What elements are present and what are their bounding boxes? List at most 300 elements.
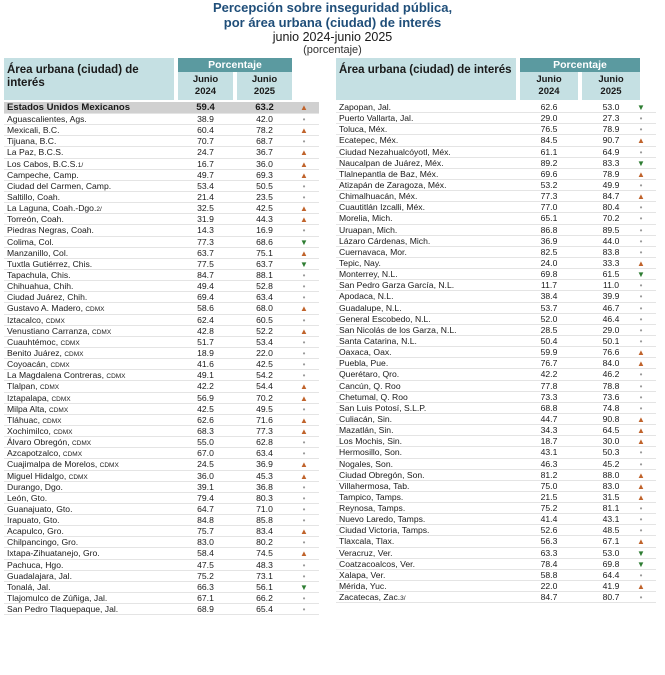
triangle-down-icon: ▼ (637, 158, 645, 168)
row-name (339, 124, 387, 135)
value-2024: 36.9 (540, 235, 558, 246)
city-name: Irapuato, Gto. (7, 515, 60, 526)
city-name: Xochimilco, (7, 425, 54, 436)
city-name: Pachuca, Hgo. (7, 559, 64, 570)
city-name: Querétaro, Qro. (339, 369, 400, 380)
city-name: Ecatepec, Méx. (339, 135, 399, 146)
value-2024: 39.1 (197, 481, 214, 492)
row-name (7, 270, 71, 281)
value-2024: 62.6 (540, 102, 558, 112)
value-2025: 68.7 (256, 136, 273, 147)
value-2025: 85.8 (256, 515, 273, 526)
year-label: 2024 (194, 86, 217, 97)
value-2025: 36.0 (256, 158, 273, 169)
city-name: Veracruz, Ver. (339, 547, 393, 558)
table-row (336, 592, 656, 603)
area-column-header: Área urbana (ciudad) de interés (4, 58, 174, 100)
row-name (339, 314, 431, 325)
dot-icon: • (302, 226, 306, 236)
triangle-up-icon: ▲ (637, 348, 645, 358)
city-name: Campeche, Camp. (7, 169, 79, 180)
city-name: San Pedro Garza García, N.L. (339, 280, 455, 291)
value-2024: 52.0 (540, 313, 558, 324)
triangle-up-icon: ▲ (637, 492, 645, 502)
row-name (7, 515, 60, 526)
city-name: Benito Juárez, (7, 347, 65, 358)
percent-column-header: Porcentaje (178, 58, 292, 72)
table-row (4, 393, 319, 404)
dot-icon: • (639, 225, 643, 235)
report-period: junio 2024-junio 2025 (272, 30, 393, 44)
row-name (339, 113, 413, 124)
table-row (4, 259, 319, 270)
report-title-line2: por área urbana (ciudad) de interés (223, 15, 442, 30)
table-row (336, 213, 656, 224)
value-2024: 81.2 (540, 469, 558, 480)
table-row (4, 147, 319, 158)
row-name (339, 447, 402, 458)
value-2025: 80.3 (256, 492, 273, 503)
row-name (7, 114, 87, 125)
value-2025: 74.5 (256, 548, 273, 559)
city-name: Piedras Negras, Coah. (7, 225, 94, 236)
city-name: Puebla, Pue. (339, 358, 389, 369)
dot-icon: • (639, 504, 643, 514)
table-row (336, 536, 656, 547)
city-name: Los Cabos, B.C.S. (7, 158, 78, 169)
value-2024: 62.4 (197, 314, 214, 325)
city-name: Aguascalientes, Ags. (7, 114, 87, 124)
value-2024: 75.7 (197, 526, 214, 537)
value-2024: 63.7 (197, 247, 214, 258)
city-name: Nuevo Laredo, Tamps. (339, 514, 426, 525)
dot-icon: • (302, 493, 306, 503)
row-name (339, 492, 403, 503)
value-2025: 33.3 (602, 257, 620, 268)
year-2024-header (520, 72, 578, 100)
month-label: Junio (251, 74, 278, 85)
row-name (339, 369, 399, 380)
value-2024: 36.0 (197, 470, 214, 481)
report-title-line1: Percepción sobre inseguridad pública, (212, 0, 453, 15)
dot-icon: • (302, 192, 306, 202)
value-2024: 44.7 (540, 413, 558, 424)
row-name (7, 248, 68, 259)
value-2024: 43.1 (540, 447, 558, 458)
row-name (339, 503, 405, 514)
value-2024: 42.2 (197, 381, 214, 392)
value-2025: 67.1 (602, 536, 620, 547)
value-2025: 78.2 (256, 125, 273, 136)
dot-icon: • (302, 181, 306, 191)
value-2025: 53.4 (256, 336, 273, 347)
value-2025: 90.7 (602, 135, 620, 146)
triangle-up-icon: ▲ (637, 359, 645, 369)
city-name: Apodaca, N.L. (339, 291, 394, 302)
table-row (4, 526, 319, 537)
value-2025: 70.2 (256, 392, 273, 403)
value-2024: 78.4 (540, 558, 558, 569)
city-name: Naucalpan de Juárez, Méx. (339, 157, 444, 168)
value-2025: 48.3 (256, 559, 273, 570)
table-row (4, 548, 319, 559)
value-2025: 68.6 (256, 236, 273, 247)
value-2025: 50.3 (602, 447, 620, 458)
value-2024: 16.7 (197, 158, 214, 169)
row-name (7, 548, 100, 559)
value-2025: 36.9 (256, 459, 273, 470)
table-row (4, 493, 319, 504)
value-2025: 30.0 (602, 436, 620, 447)
value-2024: 83.0 (197, 537, 214, 548)
city-name: Villahermosa, Tab. (339, 480, 410, 491)
value-2024: 82.5 (540, 246, 558, 257)
value-2024: 53.2 (540, 179, 558, 190)
city-name: Ciudad Nezahualcóyotl, Méx. (339, 146, 451, 157)
value-2024: 69.4 (197, 292, 214, 303)
triangle-up-icon: ▲ (300, 126, 308, 136)
value-2025: 45.3 (256, 470, 273, 481)
triangle-up-icon: ▲ (300, 460, 308, 470)
row-name (339, 514, 425, 525)
city-suffix: 3/ (400, 595, 406, 603)
value-2025: 71.6 (256, 414, 273, 425)
triangle-up-icon: ▲ (300, 382, 308, 392)
row-name (339, 414, 392, 425)
value-2025: 83.3 (602, 157, 620, 168)
value-2024: 24.5 (197, 459, 214, 470)
value-2025: 54.4 (256, 381, 273, 392)
triangle-up-icon: ▲ (637, 470, 645, 480)
dot-icon: • (639, 247, 643, 257)
value-2025: 71.0 (256, 503, 273, 514)
city-name: Morelia, Mich. (339, 213, 393, 224)
table-row (336, 336, 656, 347)
value-2024: 77.8 (540, 380, 558, 391)
table-row (4, 225, 319, 236)
dot-icon: • (639, 448, 643, 458)
city-name: San Pedro Tlaquepaque, Jal. (7, 604, 119, 615)
value-2025: 66.2 (256, 593, 273, 604)
value-2025: 52.8 (256, 281, 273, 292)
value-2024: 46.3 (540, 458, 558, 469)
city-suffix: CDMX (45, 317, 65, 325)
value-2024: 89.2 (540, 157, 558, 168)
value-2025: 31.5 (602, 491, 620, 502)
row-name (339, 459, 393, 470)
dot-icon: • (302, 360, 306, 370)
city-name: Nogales, Son. (339, 458, 393, 469)
row-name (339, 303, 402, 314)
triangle-up-icon: ▲ (637, 582, 645, 592)
city-name: Coyoacán, (7, 359, 51, 370)
triangle-up-icon: ▲ (637, 169, 645, 179)
value-2025: 78.8 (602, 380, 620, 391)
city-name: La Magdalena Contreras, (7, 370, 107, 381)
row-name (339, 336, 417, 347)
table-row (4, 504, 319, 515)
city-suffix: 1/ (77, 161, 84, 169)
value-2025: 53.0 (602, 102, 620, 112)
value-2025: 74.8 (602, 402, 620, 413)
value-2024: 51.7 (197, 336, 214, 347)
table-row (4, 114, 319, 125)
table-row (4, 560, 319, 571)
dot-icon: • (639, 114, 643, 124)
value-2024: 75.0 (540, 480, 558, 491)
value-2024: 66.3 (197, 581, 214, 592)
value-2025: 80.2 (256, 537, 273, 548)
table-row (336, 314, 656, 325)
value-2025: 62.8 (256, 437, 273, 448)
table-row (4, 571, 319, 582)
value-2025: 42.0 (256, 114, 273, 124)
dot-icon: • (639, 125, 643, 135)
table-row (4, 170, 319, 181)
dot-icon: • (639, 147, 643, 157)
table-row (336, 436, 656, 447)
row-name (339, 548, 393, 559)
table-row (336, 169, 656, 180)
city-name: Reynosa, Tamps. (339, 503, 406, 514)
value-2024: 69.6 (540, 168, 558, 179)
row-name (339, 470, 425, 481)
value-2025: 63.7 (256, 258, 273, 269)
value-2024: 84.7 (540, 592, 558, 603)
value-2025: 69.8 (602, 558, 620, 569)
dot-icon: • (639, 381, 643, 391)
city-name: Mexicali, B.C. (7, 125, 60, 136)
city-name: Gustavo A. Madero, (7, 303, 86, 314)
city-name: Durango, Dgo. (7, 481, 63, 492)
value-2024: 75.2 (540, 503, 558, 514)
value-2025: 90.8 (602, 413, 620, 424)
row-name (339, 102, 391, 113)
triangle-up-icon: ▲ (637, 136, 645, 146)
value-2024: 77.0 (540, 202, 558, 213)
dot-icon: • (639, 281, 643, 291)
value-2024: 68.9 (197, 604, 214, 615)
triangle-up-icon: ▲ (300, 159, 308, 169)
dot-icon: • (639, 214, 643, 224)
value-2024: 86.8 (540, 224, 558, 235)
city-name: Cuauhtémoc, (7, 336, 61, 347)
value-2024: 59.4 (196, 102, 215, 113)
city-name: Ciudad Obregón, Son. (339, 469, 425, 480)
dot-icon: • (302, 282, 306, 292)
row-name (7, 571, 72, 582)
value-2025: 73.6 (602, 391, 620, 402)
value-2024: 41.4 (540, 514, 558, 525)
table-row (4, 404, 319, 415)
value-2025: 64.4 (602, 569, 620, 580)
value-2024: 29.0 (540, 113, 558, 124)
value-2025: 54.2 (256, 370, 273, 381)
city-name: General Escobedo, N.L. (339, 313, 431, 324)
value-2024: 55.0 (197, 437, 214, 448)
table-row (336, 525, 656, 536)
value-2024: 28.5 (540, 324, 558, 335)
triangle-up-icon: ▲ (637, 437, 645, 447)
value-2024: 42.2 (540, 369, 558, 380)
dot-icon: • (302, 605, 306, 615)
value-2025: 52.2 (256, 325, 273, 336)
city-name: Cuajimalpa de Morelos, (7, 459, 100, 470)
table-row (4, 348, 319, 359)
table-row (4, 415, 319, 426)
row-name (339, 258, 381, 269)
value-2024: 79.4 (197, 492, 214, 503)
value-2025: 75.1 (256, 247, 273, 258)
value-2025: 81.1 (602, 503, 620, 514)
row-name (7, 259, 92, 270)
year-2025-header (582, 72, 640, 100)
value-2024: 73.3 (540, 391, 558, 402)
triangle-up-icon: ▲ (300, 103, 308, 112)
value-2025: 77.3 (256, 425, 273, 436)
right-table (336, 58, 656, 603)
table-row (4, 537, 319, 548)
row-name (339, 169, 438, 180)
value-2024: 38.4 (540, 291, 558, 302)
value-2025: 22.0 (256, 347, 273, 358)
dot-icon: • (302, 371, 306, 381)
row-name (339, 291, 393, 302)
table-row (4, 270, 319, 281)
row-name (339, 425, 393, 436)
value-2025: 16.9 (256, 225, 273, 236)
dot-icon: • (639, 459, 643, 469)
city-name: La Paz, B.C.S. (7, 147, 64, 158)
city-name: Tampico, Tamps. (339, 491, 404, 502)
dot-icon: • (302, 315, 306, 325)
dot-icon: • (639, 515, 643, 525)
city-name: Chilpancingo, Gro. (7, 537, 79, 548)
city-name: San Luis Potosí, S.L.P. (339, 402, 427, 413)
dot-icon: • (302, 516, 306, 526)
value-2025: 63.2 (255, 102, 274, 113)
right-table-body (336, 102, 656, 603)
triangle-up-icon: ▲ (637, 481, 645, 491)
table-row (336, 113, 656, 124)
value-2024: 11.7 (540, 280, 558, 291)
row-name (339, 202, 425, 213)
row-name (7, 136, 56, 147)
city-name: Santa Catarina, N.L. (339, 335, 417, 346)
row-name (339, 180, 446, 191)
value-2024: 32.5 (197, 203, 214, 214)
city-name: Tlalnepantla de Baz, Méx. (339, 168, 439, 179)
row-name (339, 581, 387, 592)
dot-icon: • (302, 560, 306, 570)
row-name (7, 526, 64, 537)
value-2025: 41.9 (602, 581, 620, 592)
row-name (7, 125, 60, 136)
value-2025: 46.7 (602, 302, 620, 313)
row-name (7, 537, 78, 548)
city-name: Lázaro Cárdenas, Mich. (339, 235, 431, 246)
table-row (336, 225, 656, 236)
dot-icon: • (639, 236, 643, 246)
row-name (7, 604, 118, 615)
value-2025: 80.4 (602, 202, 620, 213)
city-suffix: CDMX (99, 462, 119, 470)
table-row (336, 425, 656, 436)
row-name (339, 570, 385, 581)
triangle-down-icon: ▼ (300, 582, 308, 592)
table-row (4, 370, 319, 381)
city-name: Torreón, Coah. (7, 214, 64, 225)
triangle-up-icon: ▲ (300, 170, 308, 180)
row-name (339, 191, 417, 202)
city-suffix: CDMX (42, 417, 62, 425)
city-suffix: CDMX (106, 373, 126, 381)
dot-icon: • (302, 571, 306, 581)
row-name (339, 358, 388, 369)
value-2025: 60.5 (256, 314, 273, 325)
city-name: Tepic, Nay. (339, 257, 381, 268)
city-suffix: CDMX (53, 428, 73, 436)
row-name (7, 237, 54, 248)
report-header (0, 0, 665, 57)
value-2025: 50.5 (256, 180, 273, 191)
city-name: Oaxaca, Oax. (339, 347, 392, 358)
city-name: Iztacalco, (7, 314, 46, 325)
table-row (4, 604, 319, 615)
city-name: Tláhuac, (7, 414, 43, 425)
row-name (7, 181, 111, 192)
city-name: Milpa Alta, (7, 403, 50, 414)
city-name: Chihuahua, Chih. (7, 281, 74, 292)
city-suffix: 2/ (96, 206, 102, 214)
table-row (4, 237, 319, 248)
value-2025: 63.4 (256, 448, 273, 459)
city-name: Uruapan, Mich. (339, 224, 398, 235)
value-2025: 83.8 (602, 246, 620, 257)
table-row (336, 102, 656, 113)
table-row (4, 281, 319, 292)
city-name: Acapulco, Gro. (7, 526, 64, 537)
table-row (4, 214, 319, 225)
row-name (339, 225, 397, 236)
triangle-up-icon: ▲ (300, 527, 308, 537)
row-name (7, 582, 50, 593)
triangle-up-icon: ▲ (637, 258, 645, 268)
triangle-down-icon: ▼ (637, 270, 645, 280)
report-units: (porcentaje) (303, 44, 362, 56)
value-2024: 24.7 (197, 147, 214, 158)
value-2024: 67.1 (197, 593, 214, 604)
table-row (336, 191, 656, 202)
table-row (4, 136, 319, 147)
dot-icon: • (639, 180, 643, 190)
triangle-down-icon: ▼ (637, 559, 645, 569)
value-2025: 64.5 (602, 425, 620, 436)
table-row (336, 369, 656, 380)
table-header (336, 58, 656, 100)
city-suffix: CDMX (64, 350, 84, 358)
city-suffix: CDMX (60, 339, 80, 347)
city-name: Xalapa, Ver. (339, 569, 386, 580)
value-2024: 42.5 (197, 403, 214, 414)
value-2024: 67.0 (197, 448, 214, 459)
value-2024: 50.4 (540, 335, 558, 346)
value-2024: 84.8 (197, 515, 214, 526)
table-row (336, 548, 656, 559)
value-2024: 58.4 (197, 548, 214, 559)
city-name: Tuxtla Gutiérrez, Chis. (7, 258, 93, 269)
value-2025: 29.0 (602, 324, 620, 335)
